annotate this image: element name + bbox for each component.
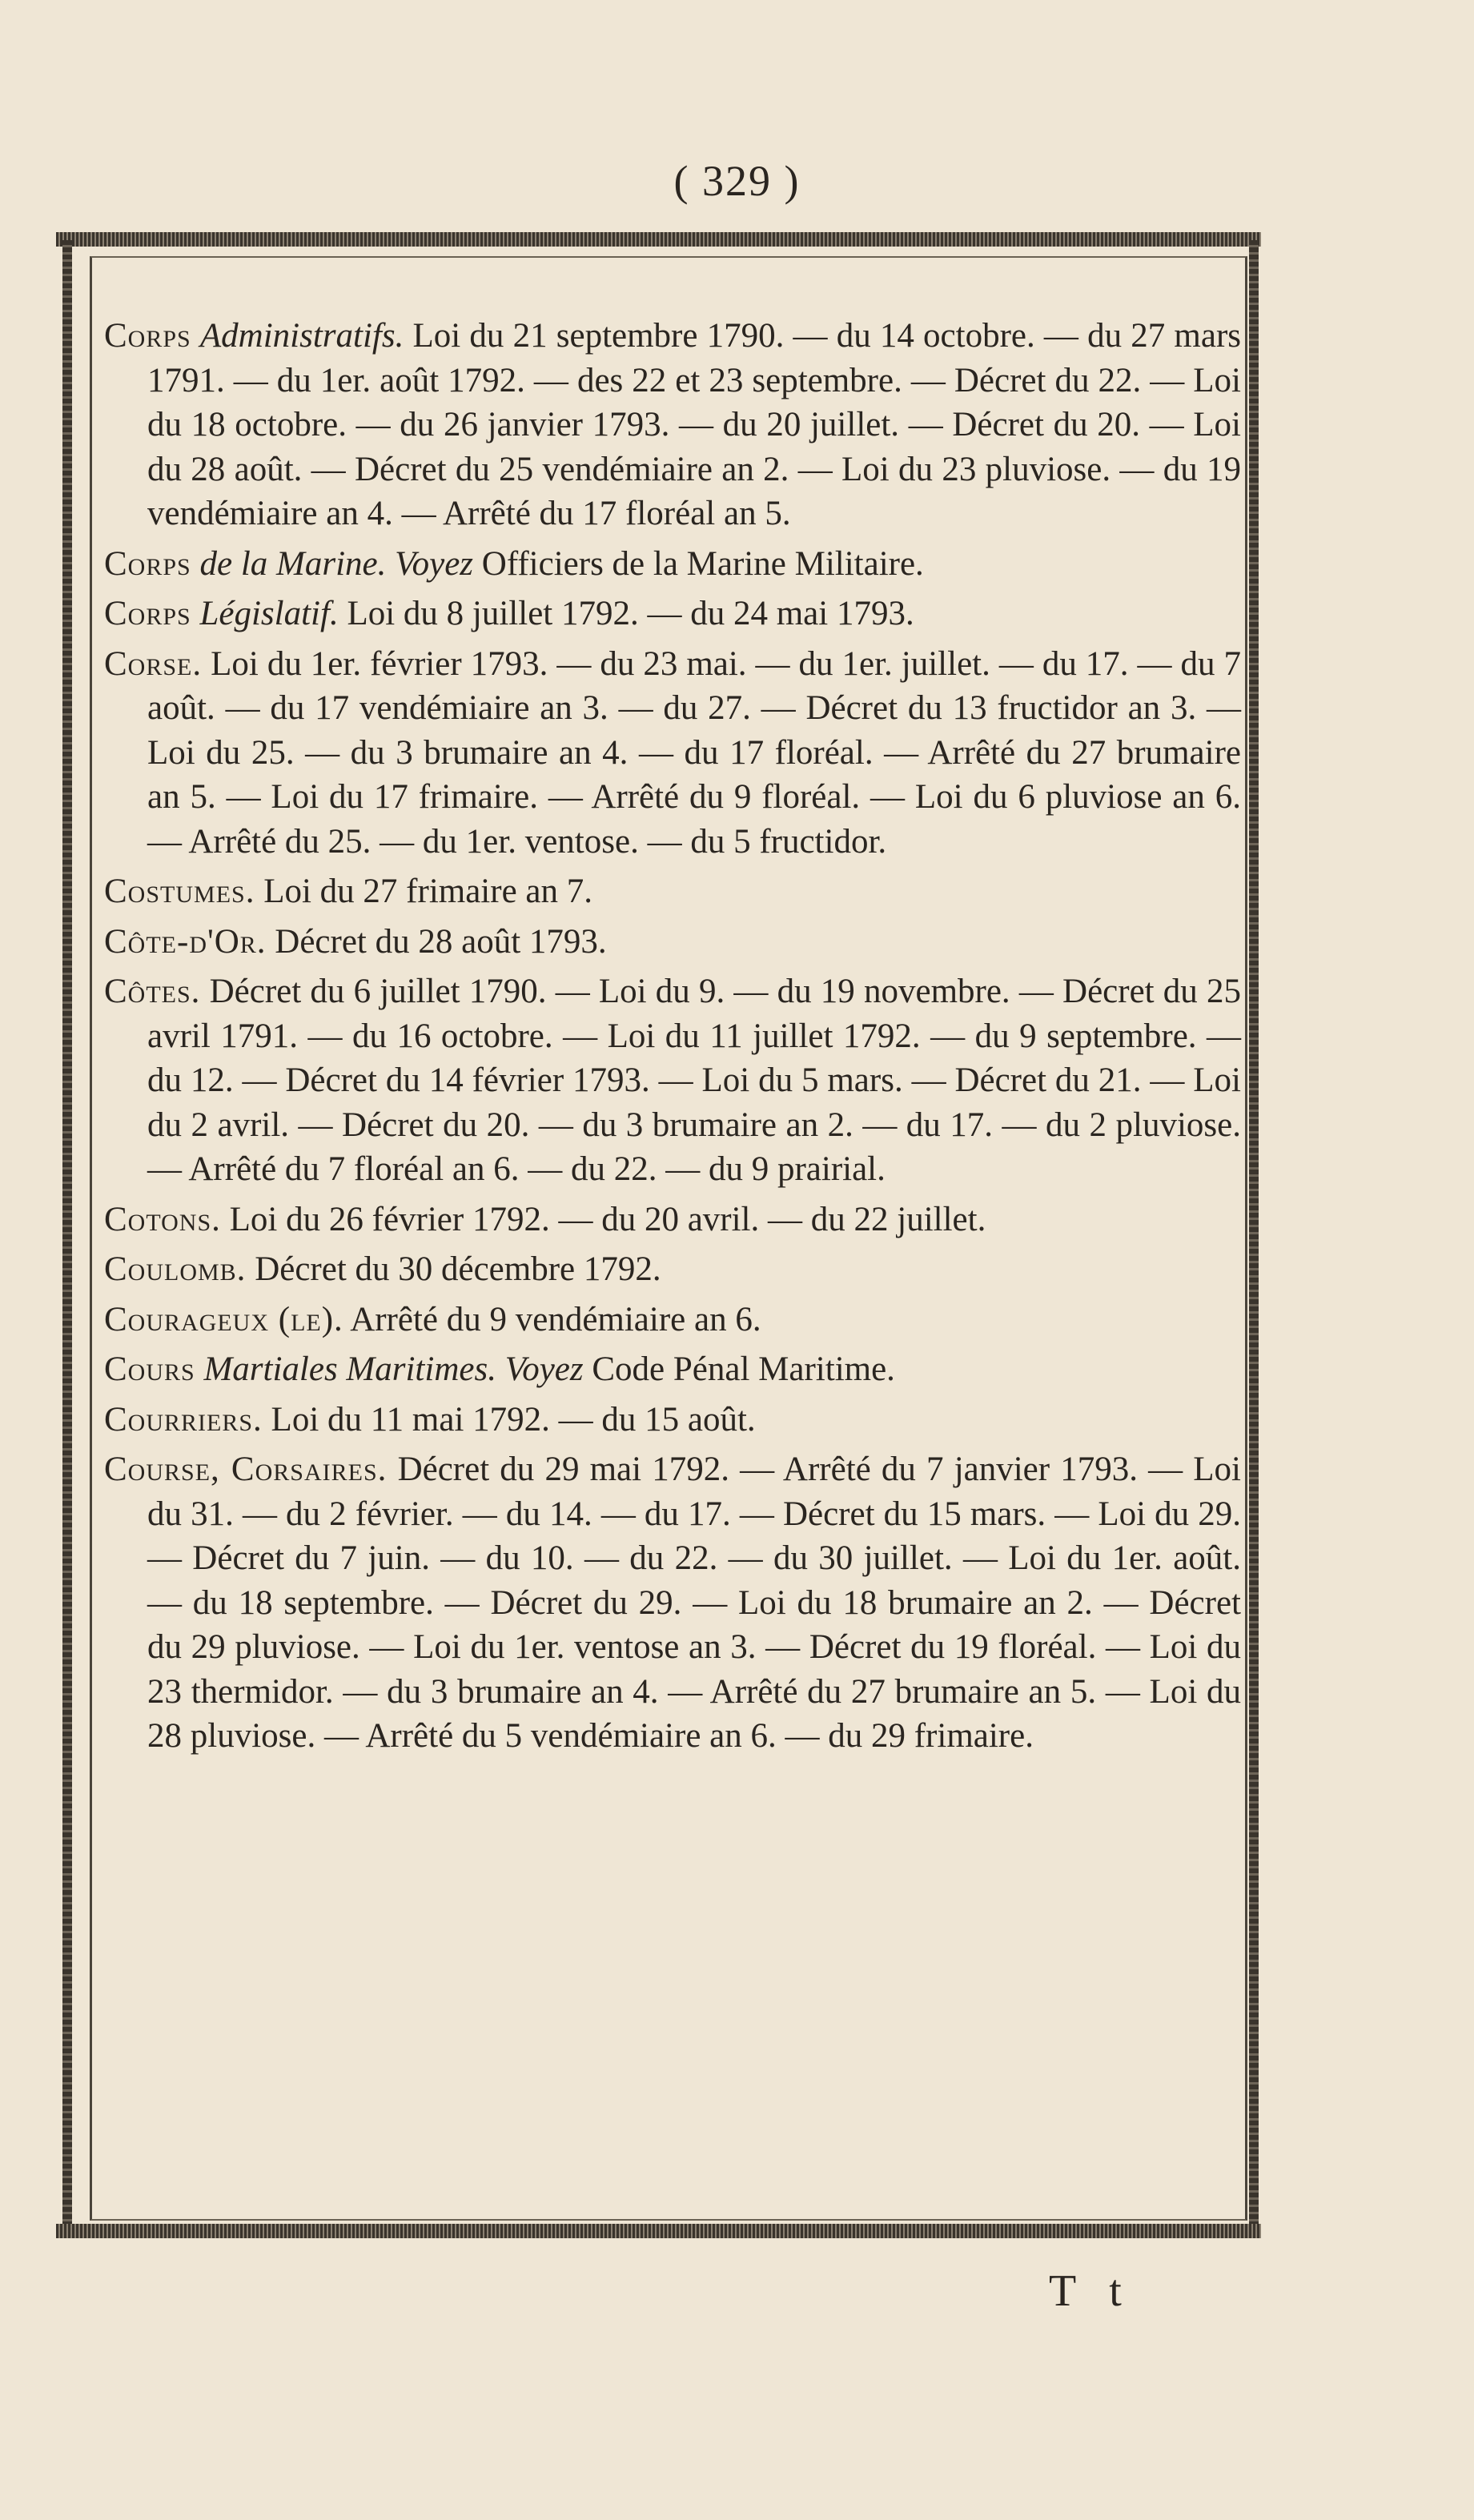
entry-headword: Costumes. <box>104 873 255 910</box>
border-ornament-top <box>56 232 1261 247</box>
entry-headword: Corps <box>104 317 191 355</box>
entry-text: Loi du 26 février 1792. — du 20 avril. — du 22 juillet. <box>229 1200 986 1238</box>
entry-text: Loi du 8 juillet 1792. — du 24 mai 1793. <box>347 595 914 632</box>
entry-headword: Course, Corsaires. <box>104 1451 388 1488</box>
index-entry <box>104 542 1241 587</box>
entry-text: Loi du 21 septembre 1790. — du 14 octobre. — du 27 mars 1791. — du 1er. août 1792. — des 22 et 23 septembre. — Décret du 22. — Loi du 18 octobre. — du 26 janvier 1793. — du 20 juillet. — Décret du 20. — Loi du 28 août. — Décret du 25 vendémiaire an 2. — Loi du 23 pluviose. — du 19 vendémiaire an 4. — Arrêté du 17 floréal an 5. <box>147 317 1241 532</box>
entry-headword-italic: Législatif. <box>199 595 339 632</box>
page-number: ( 329 ) <box>673 157 801 205</box>
index-entry <box>104 314 1241 536</box>
index-entry <box>104 969 1241 1192</box>
entry-headword: Côte-d'Or. <box>104 922 267 961</box>
border-ornament-left <box>62 240 72 2233</box>
index-entries <box>104 314 1241 1764</box>
index-entry <box>104 642 1241 865</box>
entry-headword: Courageux (le). <box>104 1300 343 1338</box>
index-entry <box>104 1247 1241 1292</box>
border-ornament-right <box>1249 240 1259 2233</box>
entry-headword: Courriers. <box>104 1400 263 1439</box>
entry-headword: Coulomb. <box>104 1250 247 1288</box>
entry-text: Décret du 30 décembre 1792. <box>255 1250 661 1288</box>
entry-headword: Cours <box>104 1350 195 1388</box>
index-entry <box>104 869 1241 914</box>
entry-text: Décret du 29 mai 1792. — Arrêté du 7 janvier 1793. — Loi du 31. — du 2 février. — du 14. — du 17. — Décret du 15 mars. — Loi du 29. — Décret du 7 juin. — du 10. — du 22. — du 30 juillet. — Loi du 1er. août. — du 18 septembre. — Décret du 29. — Loi du 18 brumaire an 2. — Décret du 29 pluviose. — Loi du 1er. ventose an 3. — Décret du 19 floréal. — Loi du 23 thermidor. — du 3 brumaire an 4. — Arrêté du 27 brumaire an 5. — Loi du 28 pluviose. — Arrêté du 5 vendémiaire an 6. — du 29 frimaire. <box>147 1451 1241 1755</box>
index-entry <box>104 592 1241 636</box>
entry-text: Loi du 27 frimaire an 7. <box>263 873 592 910</box>
entry-text: Loi du 11 mai 1792. — du 15 août. <box>271 1400 756 1439</box>
entry-headword: Corps <box>104 544 191 583</box>
entry-text: Loi du 1er. février 1793. — du 23 mai. — du 1er. juillet. — du 17. — du 7 août. — du 17 vendémiaire an 3. — du 27. — Décret du 13 fructidor an 3. — Loi du 25. — du 3 brumaire an 4. — du 17 floréal. — Arrêté du 27 brumaire an 5. — Loi du 17 frimaire. — Arrêté du 9 floréal. — Loi du 6 pluviose an 6. — Arrêté du 25. — du 1er. ventose. — du 5 fructidor. <box>147 644 1242 861</box>
entry-headword-italic: Administratifs. <box>199 317 404 355</box>
border-ornament-bottom <box>56 2224 1261 2238</box>
index-entry <box>104 1198 1241 1242</box>
index-entry <box>104 1398 1241 1443</box>
entry-headword: Corps <box>104 595 191 632</box>
entry-text: Officiers de la Marine Militaire. <box>481 544 924 583</box>
entry-text: Arrêté du 9 vendémiaire an 6. <box>350 1300 761 1338</box>
entry-text: Décret du 28 août 1793. <box>275 922 607 961</box>
index-entry <box>104 920 1241 965</box>
entry-text: Décret du 6 juillet 1790. — Loi du 9. — du 19 novembre. — Décret du 25 avril 1791. — du 16 octobre. — Loi du 11 juillet 1792. — du 9 septembre. — du 12. — Décret du 14 février 1793. — Loi du 5 mars. — Décret du 21. — Loi du 2 avril. — Décret du 20. — du 3 brumaire an 2. — du 17. — du 2 pluviose. — Arrêté du 7 floréal an 6. — du 22. — du 9 prairial. <box>147 973 1241 1188</box>
index-entry <box>104 1447 1241 1759</box>
index-entry <box>104 1347 1241 1392</box>
entry-headword: Corse. <box>104 644 203 683</box>
entry-headword: Cotons. <box>104 1200 221 1238</box>
entry-headword: Côtes. <box>104 973 201 1010</box>
index-entry <box>104 1298 1241 1342</box>
entry-text: Code Pénal Maritime. <box>592 1350 895 1388</box>
entry-headword-italic: Martiales Maritimes. Voyez <box>203 1350 584 1388</box>
entry-headword-italic: de la Marine. Voyez <box>199 544 474 583</box>
catchword: T t <box>1049 2266 1133 2316</box>
